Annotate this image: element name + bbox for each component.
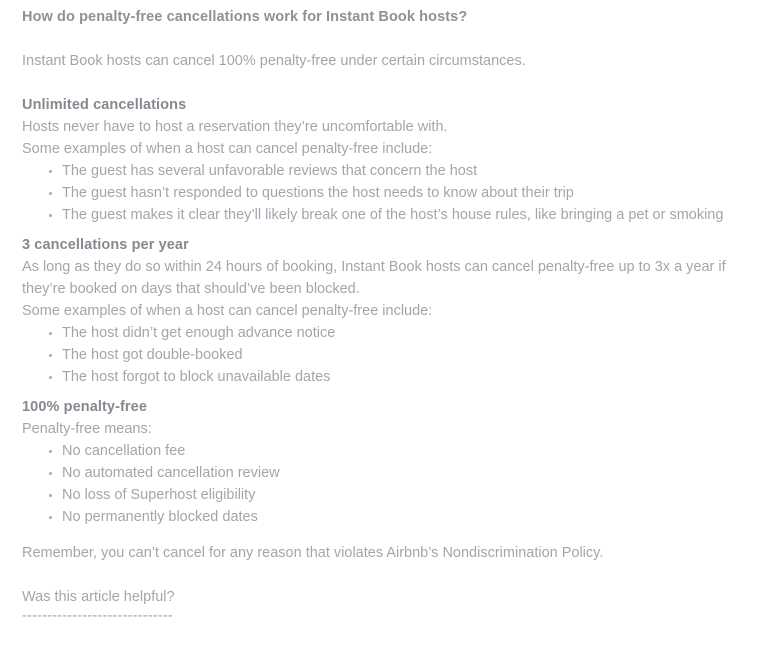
spacer: [22, 564, 750, 586]
spacer: [22, 388, 750, 396]
section-paragraph: Some examples of when a host can cancel penalty-free include:: [22, 141, 433, 157]
section-heading: 100% penalty-free: [22, 399, 148, 415]
closing-note: Remember, you can’t cancel for any reason that violates Airbnb’s Nondiscrimination Policy.: [22, 545, 604, 561]
bullet-list: [22, 160, 750, 226]
list-item: No automated cancellation review: [22, 462, 750, 484]
list-item: The host forgot to block unavailable dates: [22, 366, 750, 388]
list-item: No loss of Superhost eligibility: [22, 484, 750, 506]
section-heading: 3 cancellations per year: [22, 237, 189, 253]
list-item: The host got double-booked: [22, 344, 750, 366]
list-item: No permanently blocked dates: [22, 506, 750, 528]
spacer: [22, 226, 750, 234]
section-unlimited-cancellations: [22, 94, 750, 226]
section-penalty-free-meaning: [22, 396, 750, 528]
section-paragraph: As long as they do so within 24 hours of booking, Instant Book hosts can cancel penalty-free up to 3x a year if they’re booked on days that should’ve been blocked.: [22, 259, 726, 297]
dashed-divider: ------------------------------: [22, 608, 173, 624]
list-item: No cancellation fee: [22, 440, 750, 462]
list-item: The host didn’t get enough advance notice: [22, 322, 750, 344]
spacer: [22, 28, 750, 50]
section-paragraph: Hosts never have to host a reservation they’re uncomfortable with.: [22, 119, 448, 135]
section-heading: Unlimited cancellations: [22, 97, 187, 113]
article-intro-paragraph: Instant Book hosts can cancel 100% penalty-free under certain circumstances.: [22, 53, 526, 69]
section-three-cancellations-per-year: [22, 234, 750, 388]
list-item: The guest makes it clear they’ll likely break one of the host’s house rules, like bringing a pet or smoking: [22, 204, 750, 226]
bullet-list: [22, 322, 750, 388]
page-title: How do penalty-free cancellations work for Instant Book hosts?: [22, 9, 468, 25]
list-item: The guest has several unfavorable reviews that concern the host: [22, 160, 750, 182]
section-paragraph: Some examples of when a host can cancel penalty-free include:: [22, 303, 433, 319]
list-item: The guest hasn’t responded to questions the host needs to know about their trip: [22, 182, 750, 204]
section-paragraph: Penalty-free means:: [22, 421, 152, 437]
bullet-list: [22, 440, 750, 528]
spacer: [22, 528, 750, 542]
feedback-question: Was this article helpful?: [22, 589, 175, 605]
spacer: [22, 72, 750, 94]
